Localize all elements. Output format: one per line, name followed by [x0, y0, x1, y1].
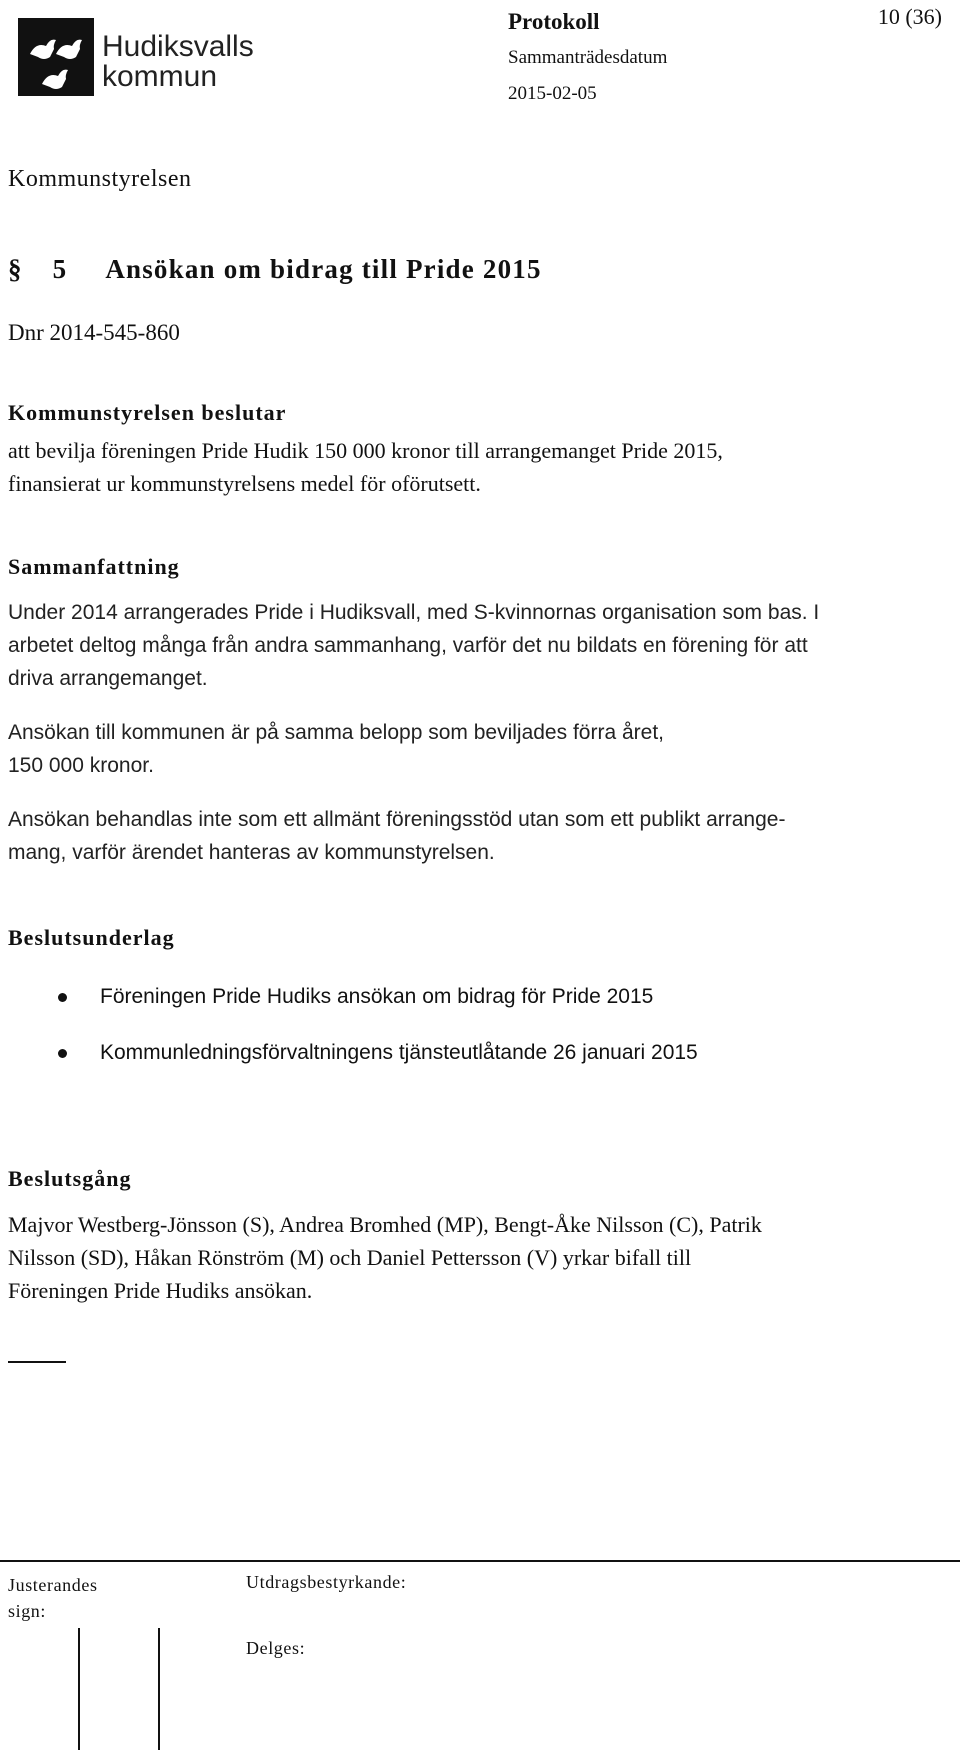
signature-label-line: sign: — [8, 1601, 47, 1621]
bullet-icon — [58, 1049, 67, 1058]
footer-rule — [0, 1560, 960, 1562]
list-item — [8, 985, 948, 1009]
basis-heading: Beslutsunderlag — [8, 925, 175, 950]
summary-line: Ansökan behandlas inte som ett allmänt föreningsstöd utan som ett publikt arrange- — [8, 808, 786, 831]
list-item — [8, 1041, 948, 1065]
decision-line: att bevilja föreningen Pride Hudik 150 000 kronor till arrangemanget Pride 2015, — [8, 438, 723, 463]
department-name: Kommunstyrelsen — [8, 166, 192, 192]
municipality-logo — [18, 18, 258, 96]
signature-label — [8, 1572, 98, 1624]
procedure-line: Nilsson (SD), Håkan Rönström (M) och Daniel Pettersson (V) yrkar bifall till — [8, 1245, 692, 1270]
signature-label-line: Justerandes — [8, 1575, 98, 1595]
extract-certification-label: Utdragsbestyrkande: — [246, 1572, 407, 1592]
distribution-label: Delges: — [246, 1638, 306, 1658]
summary-paragraph-1 — [8, 596, 953, 695]
page-number: 10 (36) — [877, 4, 942, 29]
summary-line: Ansökan till kommunen är på samma belopp som beviljades förra året, — [8, 721, 664, 744]
decision-text — [8, 434, 948, 500]
list-item-text: Kommunledningsförvaltningens tjänsteutlåtande 26 januari 2015 — [100, 1041, 698, 1064]
decision-line: finansierat ur kommunstyrelsens medel för oförutsett. — [8, 471, 481, 496]
decision-heading: Kommunstyrelsen beslutar — [8, 400, 287, 425]
logo-text-line2: kommun — [102, 60, 218, 93]
section-symbol: § — [8, 254, 23, 284]
meeting-date: 2015-02-05 — [508, 83, 597, 104]
decision-block — [8, 400, 948, 500]
list-item-text: Föreningen Pride Hudiks ansökan om bidrag för Pride 2015 — [100, 985, 654, 1008]
doc-type: Protokoll — [508, 9, 600, 34]
diary-number: Dnr 2014-545-860 — [8, 320, 180, 345]
bullet-icon — [58, 993, 67, 1002]
procedure-heading: Beslutsgång — [8, 1166, 132, 1191]
summary-line: mang, varför ärendet hanteras av kommunstyrelsen. — [8, 841, 495, 864]
header-info — [508, 4, 667, 112]
procedure-line: Majvor Westberg-Jönsson (S), Andrea Bromhed (MP), Bengt-Åke Nilsson (C), Patrik — [8, 1212, 762, 1237]
meeting-date-label: Sammanträdesdatum — [508, 47, 668, 68]
procedure-block — [8, 1166, 953, 1307]
section-number: 5 — [52, 254, 68, 284]
procedure-text — [8, 1208, 953, 1307]
summary-line: 150 000 kronor. — [8, 754, 154, 777]
signature-box-divider — [78, 1628, 80, 1750]
basis-block — [8, 925, 948, 1065]
summary-heading: Sammanfattning — [8, 554, 180, 579]
signature-box-divider — [158, 1628, 160, 1750]
procedure-line: Föreningen Pride Hudiks ansökan. — [8, 1278, 313, 1303]
summary-block — [8, 554, 953, 869]
separator-line — [8, 1361, 66, 1363]
summary-paragraph-2 — [8, 716, 953, 782]
summary-paragraph-3 — [8, 803, 953, 869]
summary-line: arbetet deltog många från andra sammanhang, varför det nu bildats en förening för att — [8, 634, 808, 657]
section-heading — [8, 254, 542, 285]
logo-text-line1: Hudiksvalls — [102, 30, 254, 63]
summary-line: driva arrangemanget. — [8, 667, 208, 690]
summary-line: Under 2014 arrangerades Pride i Hudiksvall, med S-kvinnornas organisation som bas. I — [8, 601, 820, 624]
section-title: Ansökan om bidrag till Pride 2015 — [105, 254, 542, 284]
